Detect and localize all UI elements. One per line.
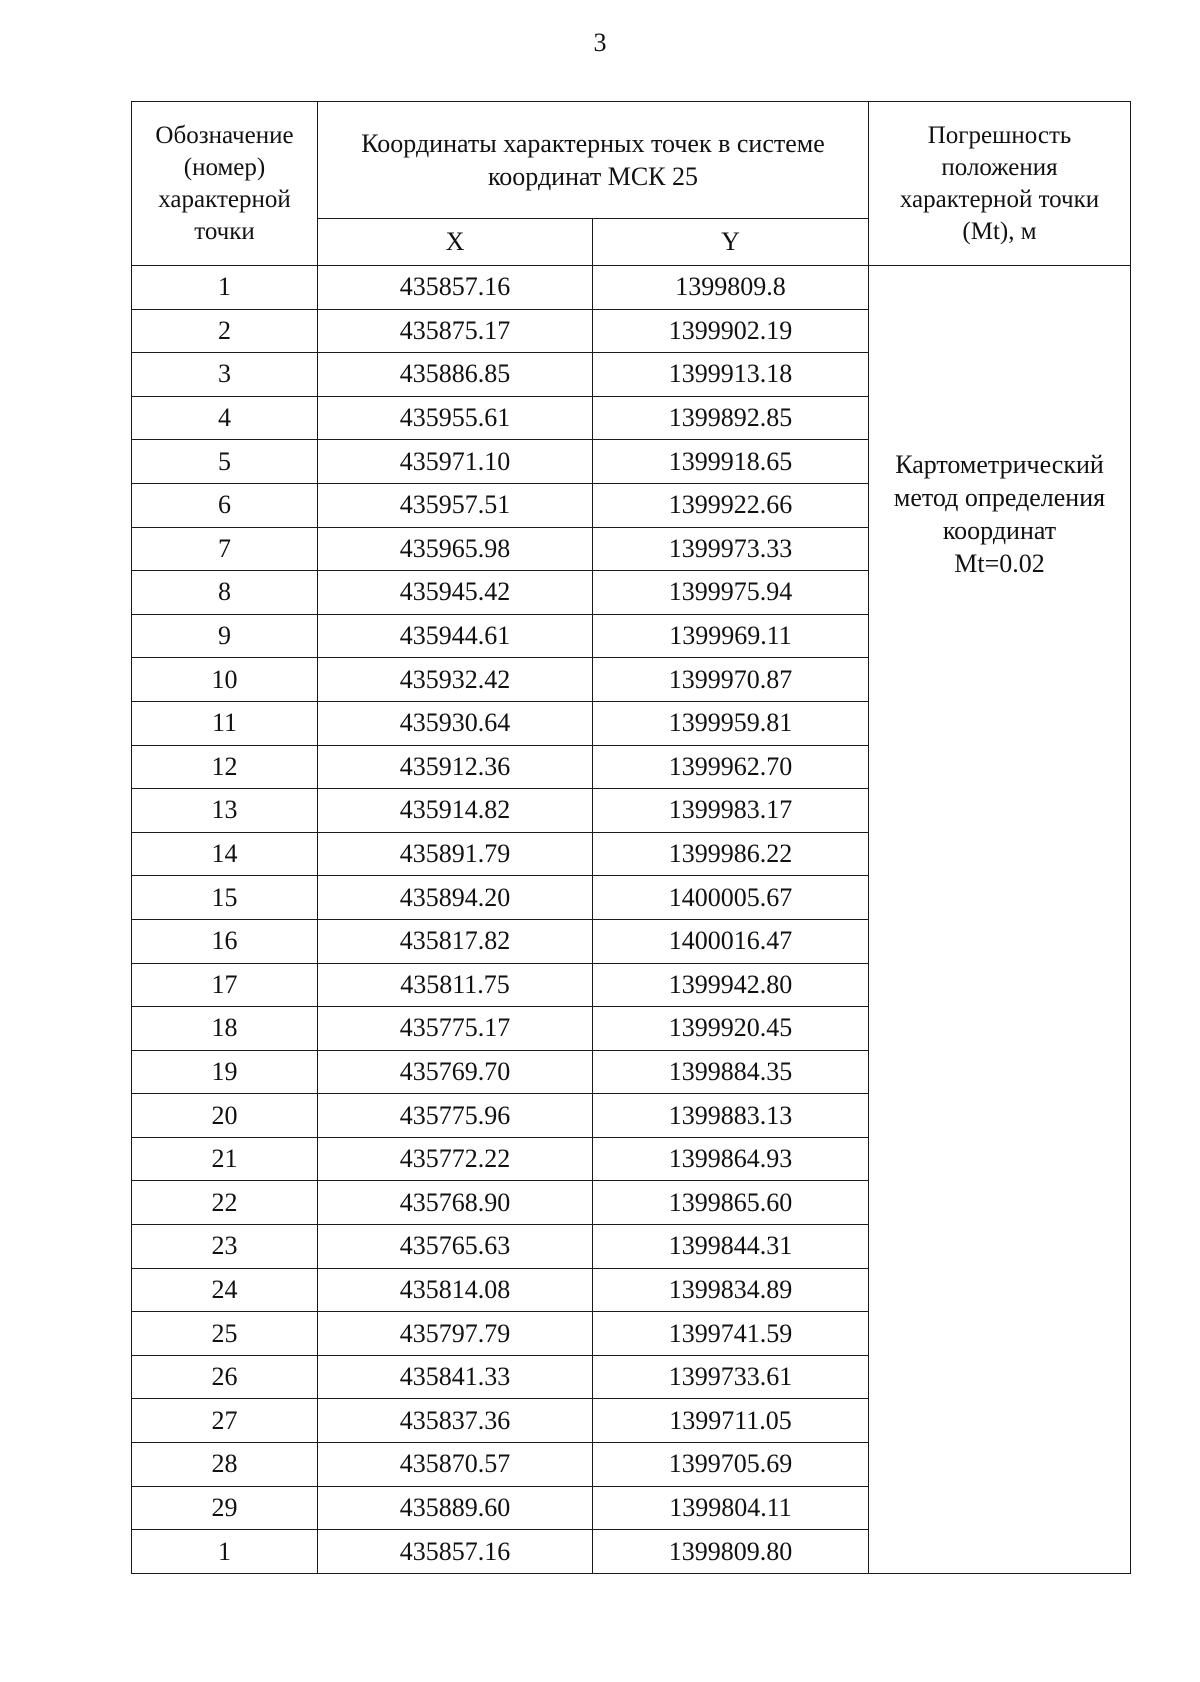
point-number-cell: 28	[132, 1443, 318, 1487]
y-coordinate-cell: 1399969.11	[593, 614, 869, 658]
y-coordinate-cell: 1399970.87	[593, 658, 869, 702]
point-number-cell: 9	[132, 614, 318, 658]
x-coordinate-cell: 435912.36	[318, 745, 593, 789]
x-coordinate-cell: 435955.61	[318, 396, 593, 440]
y-coordinate-cell: 1399902.19	[593, 309, 869, 353]
x-coordinate-cell: 435932.42	[318, 658, 593, 702]
method-line: Mt=0.02	[954, 549, 1045, 578]
point-number-cell: 3	[132, 353, 318, 397]
y-coordinate-cell: 1399705.69	[593, 1443, 869, 1487]
point-number-cell: 2	[132, 309, 318, 353]
header-error-line: характерной точки	[899, 185, 1100, 213]
point-number-cell: 5	[132, 440, 318, 484]
y-coordinate-cell: 1399804.11	[593, 1486, 869, 1530]
point-number-cell: 12	[132, 745, 318, 789]
x-coordinate-cell: 435957.51	[318, 483, 593, 527]
header-error-line: положения	[941, 153, 1058, 181]
y-coordinate-cell: 1399883.13	[593, 1094, 869, 1138]
y-coordinate-cell: 1399884.35	[593, 1050, 869, 1094]
page-number: 3	[593, 28, 607, 57]
x-coordinate-cell: 435768.90	[318, 1181, 593, 1225]
y-coordinate-cell: 1400005.67	[593, 876, 869, 920]
y-coordinate-cell: 1399892.85	[593, 396, 869, 440]
x-coordinate-cell: 435797.79	[318, 1312, 593, 1356]
point-number-cell: 8	[132, 571, 318, 615]
point-number-cell: 26	[132, 1355, 318, 1399]
x-coordinate-cell: 435775.96	[318, 1094, 593, 1138]
header-position-error	[869, 102, 1131, 266]
header-error-line: Погрешность	[927, 121, 1072, 149]
x-coordinate-cell: 435894.20	[318, 876, 593, 920]
header-point-designation	[132, 102, 318, 266]
y-coordinate-cell: 1400016.47	[593, 919, 869, 963]
header-point-line: Обозначение	[155, 121, 294, 149]
method-line: метод определения	[893, 483, 1106, 512]
x-coordinate-cell: 435944.61	[318, 614, 593, 658]
method-line: координат	[942, 516, 1057, 545]
point-number-cell: 21	[132, 1137, 318, 1181]
x-coordinate-cell: 435930.64	[318, 701, 593, 745]
point-number-cell: 1	[132, 266, 318, 310]
y-coordinate-cell: 1399942.80	[593, 963, 869, 1007]
header-point-line: характерной	[158, 185, 291, 213]
x-coordinate-cell: 435857.16	[318, 266, 593, 310]
point-number-cell: 24	[132, 1268, 318, 1312]
y-coordinate-cell: 1399973.33	[593, 527, 869, 571]
x-coordinate-cell: 435891.79	[318, 832, 593, 876]
x-coordinate-cell: 435875.17	[318, 309, 593, 353]
x-coordinate-cell: 435772.22	[318, 1137, 593, 1181]
point-number-cell: 14	[132, 832, 318, 876]
x-coordinate-cell: 435814.08	[318, 1268, 593, 1312]
y-coordinate-cell: 1399975.94	[593, 571, 869, 615]
point-number-cell: 20	[132, 1094, 318, 1138]
y-coordinate-cell: 1399986.22	[593, 832, 869, 876]
method-line: Картометрический	[895, 450, 1104, 479]
header-coordinates-line: координат МСК 25	[487, 162, 699, 191]
point-number-cell: 16	[132, 919, 318, 963]
y-coordinate-cell: 1399844.31	[593, 1225, 869, 1269]
point-number-cell: 23	[132, 1225, 318, 1269]
header-coordinates-line: Координаты характерных точек в системе	[361, 129, 825, 158]
header-coordinates	[318, 102, 869, 219]
x-coordinate-cell: 435886.85	[318, 353, 593, 397]
x-coordinate-cell: 435837.36	[318, 1399, 593, 1443]
x-coordinate-cell: 435841.33	[318, 1355, 593, 1399]
point-number-cell: 29	[132, 1486, 318, 1530]
point-number-cell: 22	[132, 1181, 318, 1225]
x-coordinate-cell: 435811.75	[318, 963, 593, 1007]
point-number-cell: 11	[132, 701, 318, 745]
point-number-cell: 19	[132, 1050, 318, 1094]
x-coordinate-cell: 435765.63	[318, 1225, 593, 1269]
y-coordinate-cell: 1399865.60	[593, 1181, 869, 1225]
x-coordinate-cell: 435775.17	[318, 1007, 593, 1051]
x-coordinate-cell: 435965.98	[318, 527, 593, 571]
header-error-line: (Mt), м	[962, 217, 1037, 245]
y-coordinate-cell: 1399983.17	[593, 789, 869, 833]
header-point-line: (номер)	[183, 153, 266, 181]
x-coordinate-cell: 435870.57	[318, 1443, 593, 1487]
point-number-cell: 10	[132, 658, 318, 702]
x-coordinate-cell: 435769.70	[318, 1050, 593, 1094]
point-number-cell: 4	[132, 396, 318, 440]
y-coordinate-cell: 1399962.70	[593, 745, 869, 789]
y-coordinate-cell: 1399711.05	[593, 1399, 869, 1443]
y-coordinate-cell: 1399834.89	[593, 1268, 869, 1312]
point-number-cell: 17	[132, 963, 318, 1007]
point-number-cell: 1	[132, 1530, 318, 1574]
x-coordinate-cell: 435945.42	[318, 571, 593, 615]
header-y: Y	[593, 219, 869, 266]
coordinates-table	[131, 101, 1131, 1574]
y-coordinate-cell: 1399809.80	[593, 1530, 869, 1574]
y-coordinate-cell: 1399922.66	[593, 483, 869, 527]
header-x: X	[318, 219, 593, 266]
y-coordinate-cell: 1399920.45	[593, 1007, 869, 1051]
x-coordinate-cell: 435857.16	[318, 1530, 593, 1574]
y-coordinate-cell: 1399959.81	[593, 701, 869, 745]
table-row	[132, 266, 1131, 310]
point-number-cell: 13	[132, 789, 318, 833]
y-coordinate-cell: 1399809.8	[593, 266, 869, 310]
header-point-line: точки	[194, 217, 255, 245]
x-coordinate-cell: 435889.60	[318, 1486, 593, 1530]
y-coordinate-cell: 1399913.18	[593, 353, 869, 397]
method-cell	[869, 266, 1131, 1574]
x-coordinate-cell: 435971.10	[318, 440, 593, 484]
point-number-cell: 27	[132, 1399, 318, 1443]
x-coordinate-cell: 435817.82	[318, 919, 593, 963]
point-number-cell: 25	[132, 1312, 318, 1356]
y-coordinate-cell: 1399741.59	[593, 1312, 869, 1356]
point-number-cell: 7	[132, 527, 318, 571]
point-number-cell: 18	[132, 1007, 318, 1051]
y-coordinate-cell: 1399864.93	[593, 1137, 869, 1181]
y-coordinate-cell: 1399733.61	[593, 1355, 869, 1399]
point-number-cell: 15	[132, 876, 318, 920]
point-number-cell: 6	[132, 483, 318, 527]
y-coordinate-cell: 1399918.65	[593, 440, 869, 484]
x-coordinate-cell: 435914.82	[318, 789, 593, 833]
table-body	[132, 266, 1131, 1574]
